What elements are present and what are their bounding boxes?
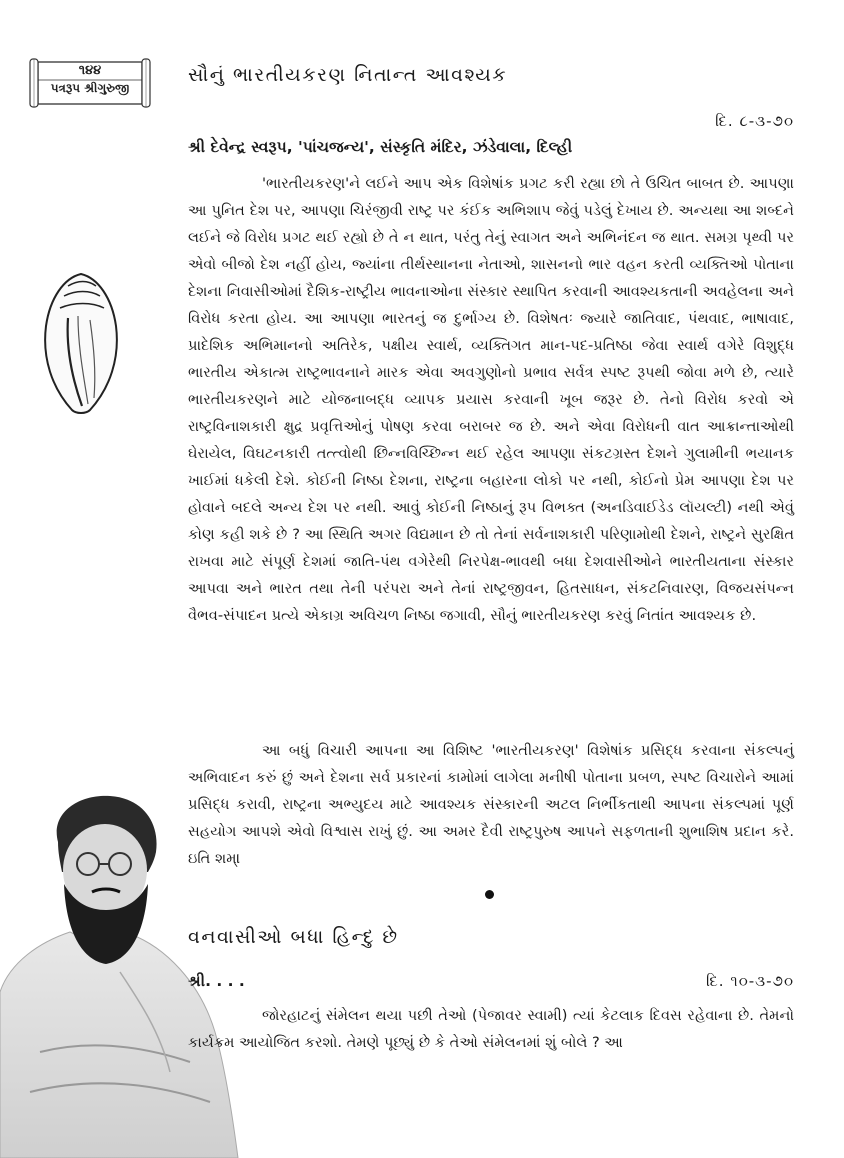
letter1-date: દિ. ૮-૩-૭૦ <box>715 112 794 130</box>
page-header-scroll <box>26 58 154 108</box>
letter2-recipient: શ્રી. . . . <box>188 972 245 990</box>
conch-shell-icon <box>38 268 124 418</box>
letter1-recipient: શ્રી દેવેન્દ્ર સ્વરૂપ, 'પાંચજન્ય', સંસ્કૃતિ મંદિર, ઝંડેવાલા, દિલ્હી <box>188 138 573 156</box>
page-number: ૧૪૪ <box>78 63 102 78</box>
series-title: પત્રરૂપ શ્રીગુરુજી <box>50 81 130 95</box>
letter1-title: સૌનું ભારતીયકરણ નિતાન્ત આવશ્યક <box>188 64 508 86</box>
letter2-date: દિ. ૧૦-૩-૭૦ <box>706 972 794 990</box>
letter1-paragraph-1: 'ભારતીયકરણ'ને લઈને આપ એક વિશેષાંક પ્રગટ કરી રહ્યા છો તે ઉચિત બાબત છે. આપણા આ પુનિત દેશ પર, આપણા ચિરંજીવી રાષ્ટ્ર પર કંઈક અભિશાપ જેવું પડેલું દેખાય છે. અન્યથા આ શબ્દને લઈને જે વિરોધ પ્રગટ થઈ રહ્યો છે તે ન થાત, પરંતુ તેનું સ્વાગત અને અભિનંદન જ થાત. સમગ્ર પૃથ્વી પર એવો બીજો દેશ નહીં હોય, જ્યાંના તીર્થસ્થાનના નેતાઓ, શાસનનો ભાર વહન કરતી વ્યક્તિઓ પોતાના દેશના નિવાસીઓમાં દૈશિક-રાષ્ટ્રીય ભાવનાઓના સંસ્કાર સ્થાપિત કરવાની આવશ્યકતાની અવહેલના અને વિરોધ કરતા હોય. આ આપણા ભારતનું જ દુર્ભાગ્ય છે. વિશેષતઃ જ્યારે જાતિવાદ, પંથવાદ, ભાષાવાદ, પ્રાદેશિક અભિમાનનો અતિરેક, પક્ષીય સ્વાર્થ, વ્યક્તિગત માન-પદ-પ્રતિષ્ઠા જેવા સ્વાર્થ વગેરે વિશુદ્ધ ભારતીય એકાત્મ રાષ્ટ્રભાવનાને મારક એવા અવગુણોનો પ્રભાવ સર્વત્ર સ્પષ્ટ રૂપથી જોવા મળે છે, ત્યારે ભારતીયકરણને માટે યોજનાબદ્ધ વ્યાપક પ્રયાસ કરવાની ખૂબ જરૂર છે. તેનો વિરોધ કરવો એ રાષ્ટ્રવિનાશકારી ક્ષુદ્ર પ્રવૃત્તિઓનું પોષણ કરવા બરાબર જ છે. અને એવા વિરોધની વાત આક્રાન્તાઓથી ઘેરાયેલ, વિઘટનકારી તત્ત્વોથી છિન્નવિચ્છિન્ન થઈ રહેલ આપણા સંકટગ્રસ્ત દેશને ગુલામીની ભયાનક ખાઈમાં ધકેલી દેશે. કોઈની નિષ્ઠા દેશના, રાષ્ટ્રના બહારના લોકો પર નથી, કોઈનો પ્રેમ આપણા દેશ પર હોવાને બદલે અન્ય દેશ પર નથી. આવું કોઈની નિષ્ઠાનું રૂપ વિભક્ત (અનડિવાઈડેડ લૉયલ્ટી) નથી એવું કોણ કહી શકે છે ? આ સ્થિતિ અગર વિદ્યમાન છે તો તેનાં સર્વનાશકારી પરિણામોથી દેશને, રાષ્ટ્રને સુરક્ષિત રાખવા માટે સંપૂર્ણ દેશમાં જાતિ-પંથ વગેરેથી નિરપેક્ષ-ભાવથી બધા દેશવાસીઓને ભારતીયતાના સંસ્કાર આપવા અને ભારત તથા તેની પરંપરા અને તેનાં રાષ્ટ્રજીવન, હિતસાધન, સંકટનિવારણ, વિજયસંપન્ન વૈભવ-સંપાદન પ્રત્યે એકાગ્ર અવિચળ નિષ્ઠા જગાવી, સૌનું ભારતીયકરણ કરવું નિતાંત આવશ્યક છે. <box>188 175 794 624</box>
letter2-paragraph-1: જોરહાટનું સંમેલન થયા પછી તેઓ (પેજાવર સ્વામી) ત્યાં કેટલાક દિવસ રહેવાના છે. તેમનો કાર્યક્રમ આયોજિત કરશો. તેમણે પૂછ્યું છે કે તેઓ સંમેલનમાં શું બોલે ? આ <box>188 1007 794 1051</box>
letter2-title: વનવાસીઓ બધા હિન્દુ છે <box>188 926 399 948</box>
letter1-paragraph-2: આ બધું વિચારી આપના આ વિશિષ્ટ 'ભારતીયકરણ' વિશેષાંક પ્રસિદ્ધ કરવાના સંકલ્પનું અભિવાદન કરું છું અને દેશના સર્વ પ્રકારનાં કામોમાં લાગેલા મનીષી પોતાના પ્રબળ, સ્પષ્ટ વિચારોને આમાં પ્રસિદ્ધ કરાવી, રાષ્ટ્રના અભ્યુદય માટે આવશ્યક સંસ્કારની અટલ નિર્ભીકતાથી આપના સંકલ્પમાં પૂર્ણ સહયોગ આપશે એવો વિશ્વાસ રાખું છું. આ અમર દૈવી રાષ્ટ્રપુરુષ આપને સફળતાની શુભાશિષ પ્રદાન કરે. ઇતિ શમ્। <box>188 742 794 867</box>
section-separator-bullet <box>485 890 494 899</box>
